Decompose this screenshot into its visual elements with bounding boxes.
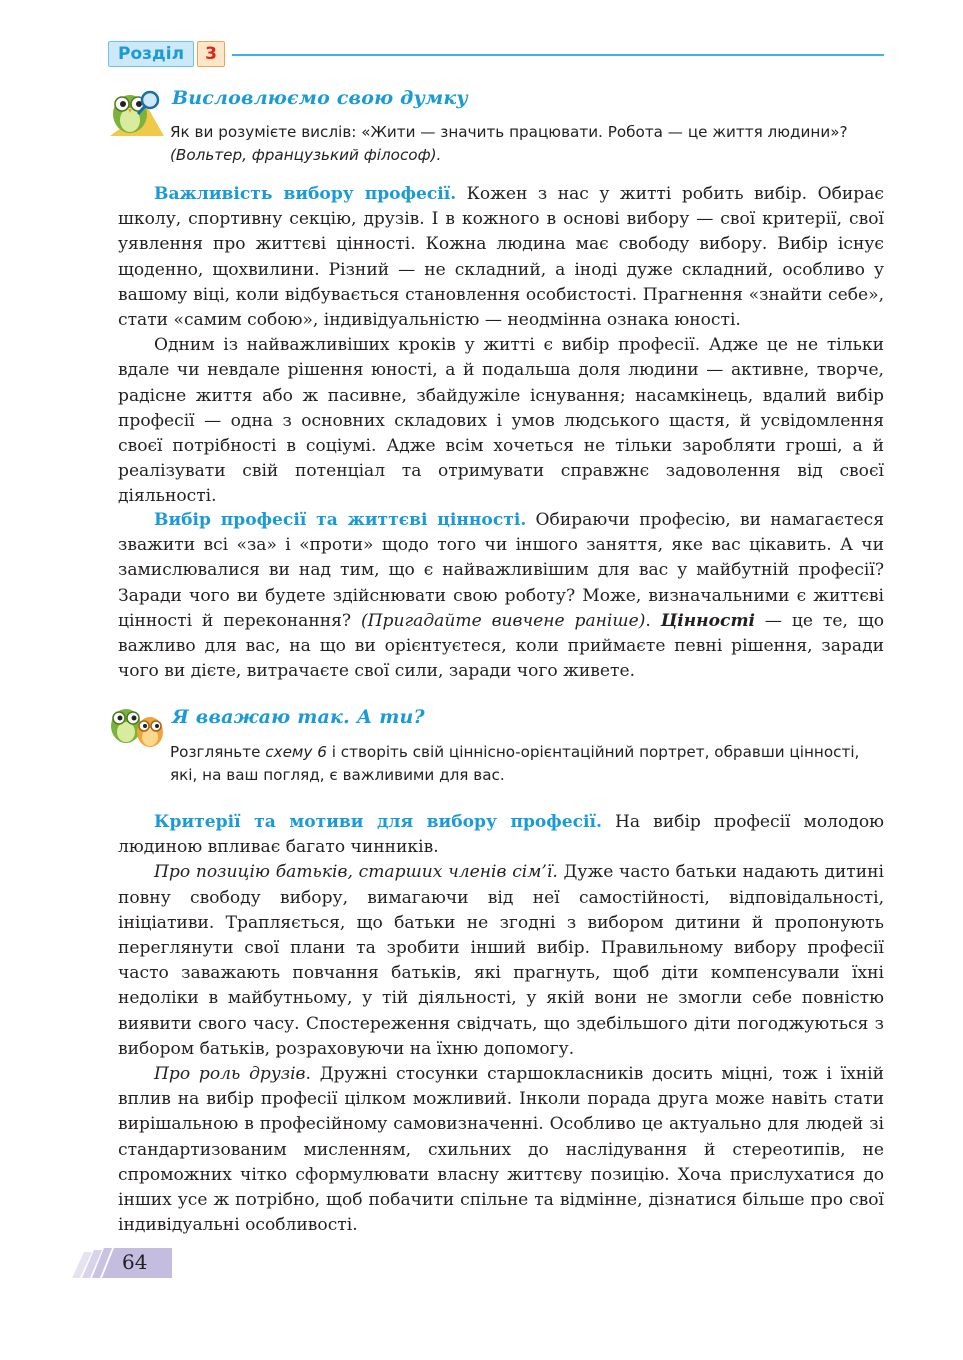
paragraph-text: На вибір професії молодою людиною впливає багато чинників. [118,812,884,858]
paragraph-text: Обираючи професію, ви намагаєтеся зважити всі «за» і «проти» щодо того чи іншого заняття, яке вас цікавить. А чи замислювалися ви над тим, що є найважливішим для вас у майбутній професії? Заради чого ви будете здійснювати свою роботу? Може, визначальними є життєві цінності й переконання? [118,510,884,631]
paragraph [118,860,884,1062]
section-lead: Важливість вибору професії. [154,184,457,204]
header-divider [232,54,884,56]
task-text-part: Розгляньте [170,743,266,761]
paragraph-text: — це те, що важливо для вас, на що ви орієнтуєтеся, коли приймаєте певні рішення, заради чого ви дієте, витрачаєте свої сили, заради чого живете. [118,610,885,682]
paragraph-text: Дружні стосунки старшокласників досить міцні, тож і їхній вплив на вибір професії цілком можливий. Інколи порада друга може навіть стати вирішальною в професійному самовизначенні. Особливо це актуально для людей зі стандартизованим мисленням, схильних до наслідування й стереотипів, не спроможних чітко сформулювати власну життєву позицію. Хоча прислухатися до інших усе ж потрібно, щоб побачити спільне та відмінне, дізнатися більше про свої індивідуальні особливості. [118,1064,885,1236]
task-heading-think: Я вважаю так. А ти? [172,706,425,728]
italic-reference: (Пригадайте вивчене раніше) [360,610,646,631]
chapter-number: 3 [197,41,225,67]
task-text-think [170,741,885,786]
scheme-reference: схему 6 [265,743,327,761]
paragraph-text: Дуже часто батьки надають дитині повну свободу вибору, вимагаючи від неї самостійності, відповідальності, ініціативи. Трапляється, що батьки не згодні з вибором дитини й пропонують переглянути свої плани та зробити інший вибір. Правильному вибору професії часто заважають повчання батьків, які прагнуть, щоб діти компенсували їхні недоліки в майбутньому, у тій діяльності, у якій вони не змогли себе повністю виявити свого часу. Спостереження свідчать, що здебільшого діти погоджуються з вибором батьків, розраховуючи на їхню допомогу. [118,862,884,1059]
quote-question: Як ви розумієте вислів: «Жити — значить працювати. Робота — це життя людини»? [170,123,848,141]
paragraph [118,1062,884,1238]
key-term: Цінності [660,610,756,631]
task-text-opinion [170,121,885,166]
paragraph-text: Кожен з нас у житті робить вибір. Обирає школу, спортивну секцію, друзів. І в кожного в основі вибору — свої критерії, свої уявлення про життєві цінності. Кожна людина має свободу вибору. Вибір існує щоденно, щохвилини. Різний — не складний, а іноді дуже складний, особливо у вашому віці, коли відбувається становлення особистості. Прагнення «знайти себе», стати «самим собою», індивідуальністю — неодмінна ознака юності. [118,184,884,331]
paragraph [118,810,884,860]
section-values [118,508,884,684]
task-heading-opinion: Висловлюємо свою думку [172,87,468,109]
section-criteria [118,810,884,1238]
section-lead: Вибір професії та життєві цінності. [154,510,527,530]
task-text-part: і створіть свій ціннісно-орієнтаційний портрет, обравши цінності, які, на ваш погляд, є важливими для вас. [170,743,860,784]
paragraph: Одним із найважливіших кроків у житті є вибір професії. Адже це не тільки вдале чи невдале рішення юності, а й подальша доля людини — активне, творче, радісне життя або ж пасивне, збайдужіле існування; насамкінець, вдалий вибір професії — одна з основних складових і умов людського щастя, й усвідомлення своєї потрібності в соціумі. Адже всім хочеться не тільки заробляти гроші, а й реалізувати свій потенціал та отримувати справжнє задоволення від своєї діяльності. [118,335,884,507]
two-owls-icon [108,704,166,750]
chapter-tab [108,41,225,67]
paragraph-text: . [645,610,661,631]
quote-author: (Вольтер, французький філософ). [170,145,442,164]
subsection-lead: Про роль друзів. [154,1064,311,1085]
section-importance [118,182,884,510]
chapter-label: Розділ [108,41,194,67]
page-number-badge [72,1246,172,1284]
paragraph [118,508,884,684]
page-number: 64 [122,1250,148,1274]
paragraph [118,182,884,333]
owl-with-magnifier-icon [108,86,166,138]
section-lead: Критерії та мотиви для вибору професії. [154,812,602,832]
subsection-lead: Про позицію батьків, старших членів сім’ї. [154,862,558,883]
